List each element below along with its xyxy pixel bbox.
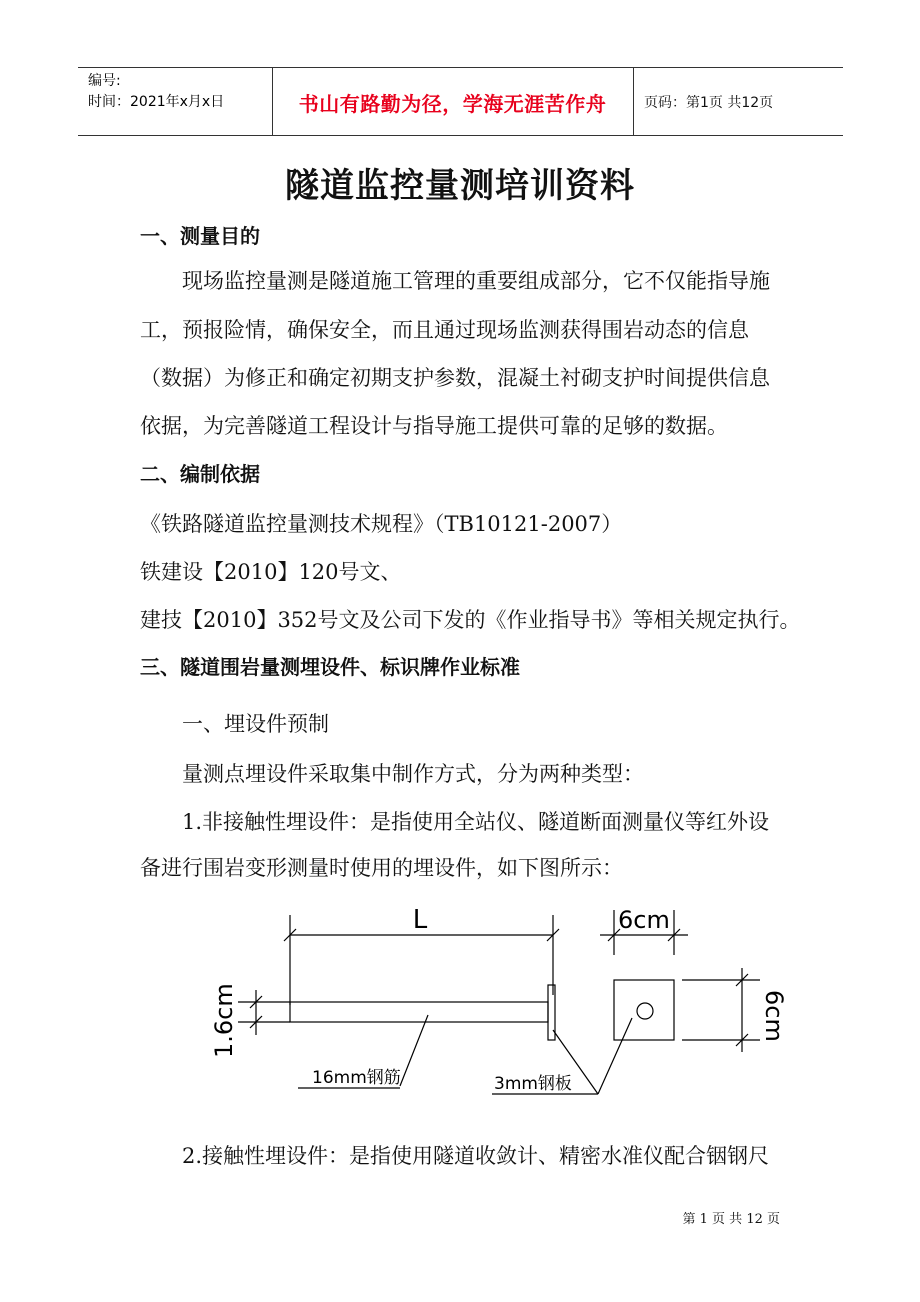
length-label: L [412,905,428,935]
reference-line: 《铁路隧道监控量测技术规程》（TB10121-2007） [140,512,623,536]
header-motto: 书山有路勤为径，学海无涯苦作舟 [298,92,607,116]
header-number-label: 编号: [88,73,121,89]
document-title: 隧道监控量测培训资料 [285,166,635,206]
paragraph-line: 1.非接触性埋设件：是指使用全站仪、隧道断面测量仪等红外设 [182,810,770,834]
plate-label: 3mm钢板 [494,1074,572,1094]
header-bottom-rule [78,135,843,136]
rebar-leader [400,1015,428,1086]
embedment-figure [0,890,920,1150]
header-time-label: 时间：2021年x月x日 [88,94,225,110]
section-1-heading: 一、测量目的 [140,224,260,248]
diameter-label: 1.6cm [210,983,238,1058]
paragraph-line: 依据，为完善隧道工程设计与指导施工提供可靠的足够的数据。 [140,414,728,438]
plate-height-label: 6cm [760,990,788,1042]
plate-width-label: 6cm [618,906,670,934]
paragraph-line: 工，预报险情，确保安全，而且通过现场监测获得围岩动态的信息 [140,318,749,342]
paragraph-line: （数据）为修正和确定初期支护参数，混凝土衬砌支护时间提供信息 [140,366,770,390]
paragraph-line: 2.接触性埋设件：是指使用隧道收敛计、精密水准仪配合铟钢尺 [182,1144,770,1168]
paragraph-line: 备进行围岩变形测量时使用的埋设件，如下图所示： [140,856,623,880]
paragraph-line: 现场监控量测是隧道施工管理的重要组成部分，它不仅能指导施 [182,269,770,293]
section-2-heading: 二、编制依据 [140,462,260,486]
header-top-rule [78,67,843,68]
section-3-heading: 三、隧道围岩量测埋设件、标识牌作业标准 [140,655,520,679]
subsection-heading: 一、埋设件预制 [182,712,329,736]
header-page-info: 页码：第1页 共12页 [644,95,774,111]
rebar-rod [290,1002,548,1022]
header-divider-2 [633,67,634,135]
plate-leader [598,1018,632,1094]
reference-line: 铁建设【2010】120号文、 [140,560,402,584]
rebar-label: 16mm钢筋 [312,1068,401,1088]
reference-line: 建技【2010】352号文及公司下发的《作业指导书》等相关规定执行。 [140,608,801,632]
page-footer: 第 1 页 共 12 页 [682,1212,780,1227]
plate-hole [637,1003,653,1019]
plate-front-view [614,980,674,1040]
paragraph-line: 量测点埋设件采取集中制作方式，分为两种类型： [182,762,644,786]
